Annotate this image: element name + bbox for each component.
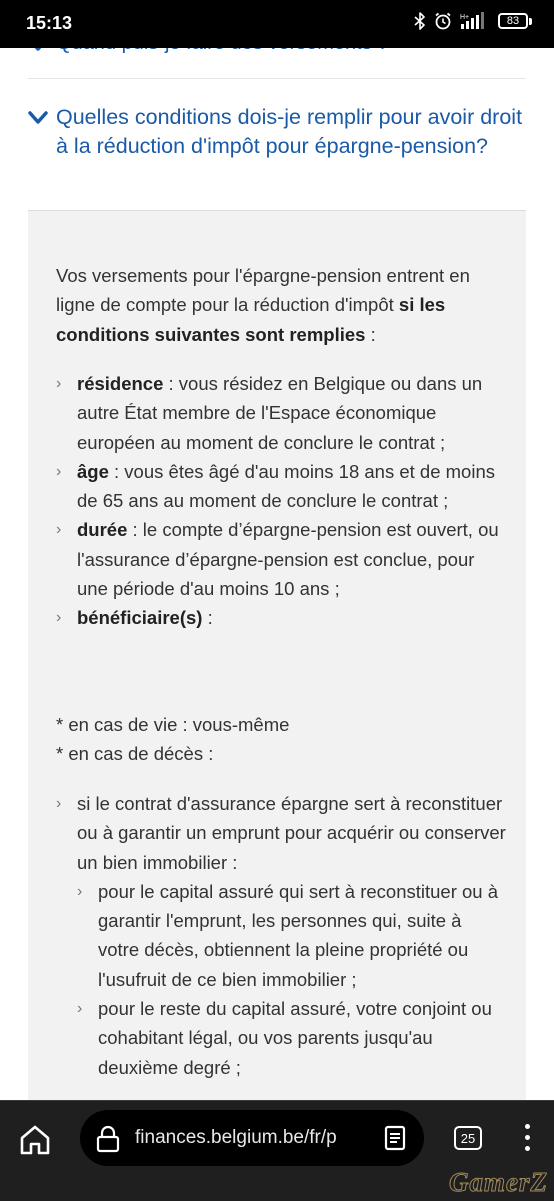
intro-bold-text: si les conditions suivantes sont remplies	[56, 294, 446, 345]
status-time: 15:13	[26, 13, 73, 33]
condition-term: bénéficiaire(s)	[77, 607, 203, 629]
status-bar	[0, 0, 554, 48]
bluetooth-icon	[414, 12, 426, 30]
condition-text: : vous résidez en Belgique ou dans un autre État membre de l'Espace économique européen au moment de conclure le contrat ;	[77, 373, 483, 453]
faq-answer-panel	[28, 210, 526, 1100]
watermark-logo: GamerZ	[449, 1167, 548, 1197]
chevron-right-icon: ›	[56, 795, 62, 812]
beneficiary-cases	[56, 710, 506, 769]
sub-item-text: pour le capital assuré qui sert à reconstituer ou à garantir l'emprunt, les personnes qui, suite à votre décès, obtiennent la pleine propriété ou l'usufruit de ce bien immobilier ;	[98, 880, 499, 990]
list-item-age	[56, 457, 506, 516]
list-item-beneficiaries	[56, 603, 506, 632]
chevron-down-icon	[28, 111, 48, 125]
chevron-right-icon: ›	[56, 375, 62, 392]
chevron-right-icon: ›	[77, 882, 83, 900]
list-item-capital	[77, 877, 506, 994]
chevron-right-icon: ›	[56, 462, 62, 480]
chevron-right-icon: ›	[77, 1000, 83, 1018]
battery-level: 83	[498, 13, 528, 29]
faq-item-conditions[interactable]	[28, 103, 526, 161]
answer-intro	[56, 261, 506, 349]
lock-icon	[96, 1125, 120, 1153]
chevron-right-icon: ›	[56, 521, 62, 539]
insurance-list	[56, 789, 506, 1082]
reader-mode-icon[interactable]	[384, 1125, 406, 1151]
life-case-text: * en cas de vie : vous-même	[56, 714, 290, 735]
alarm-icon	[434, 12, 452, 30]
address-bar[interactable]	[80, 1110, 424, 1166]
url-text[interactable]: finances.belgium.be/fr/p	[135, 1127, 337, 1148]
death-case-text: * en cas de décès :	[56, 743, 214, 765]
insurance-sublist	[77, 877, 506, 1082]
condition-term: résidence	[77, 373, 164, 394]
condition-text: : vous êtes âgé d'au moins 18 ans et de moins de 65 ans au moment de conclure le contrat ;	[77, 460, 495, 512]
chevron-right-icon: ›	[56, 609, 62, 627]
sub-item-text: pour le reste du capital assuré, votre conjoint ou cohabitant légal, ou vos parents jusqu'au deuxième degré ;	[98, 998, 492, 1078]
list-item-rest	[77, 994, 506, 1082]
condition-term: durée	[77, 519, 128, 541]
more-menu-icon[interactable]	[522, 1124, 532, 1154]
condition-term: âge	[77, 460, 109, 482]
battery-tip	[529, 18, 532, 25]
tab-switcher-button[interactable]: 25	[454, 1126, 482, 1150]
intro-end-text: :	[365, 323, 376, 345]
list-item-duration	[56, 515, 506, 603]
faq-question-title[interactable]: Quelles conditions dois-je remplir pour avoir droit à la réduction d'impôt pour épargne-pension?	[56, 105, 523, 158]
condition-text: :	[202, 607, 213, 629]
intro-text: Vos versements pour l'épargne-pension entrent en ligne de compte pour la réduction d'impôt	[56, 265, 470, 316]
status-icons	[414, 12, 532, 30]
signal-icon	[460, 12, 490, 30]
battery-indicator	[498, 13, 532, 29]
svg-text:H+: H+	[460, 14, 470, 21]
list-item-insurance	[56, 789, 506, 1082]
conditions-list	[56, 369, 506, 633]
browser-toolbar	[0, 1100, 554, 1201]
condition-text: : le compte d’épargne-pension est ouvert, ou l'assurance d’épargne-pension est conclue, pour une période d'au moins 10 ans ;	[77, 519, 499, 600]
home-icon[interactable]	[18, 1123, 52, 1157]
insurance-text: si le contrat d'assurance épargne sert à reconstituer ou à garantir un emprunt pour acquérir ou conserver un bien immobilier :	[77, 793, 506, 873]
list-item-residence	[56, 369, 506, 457]
